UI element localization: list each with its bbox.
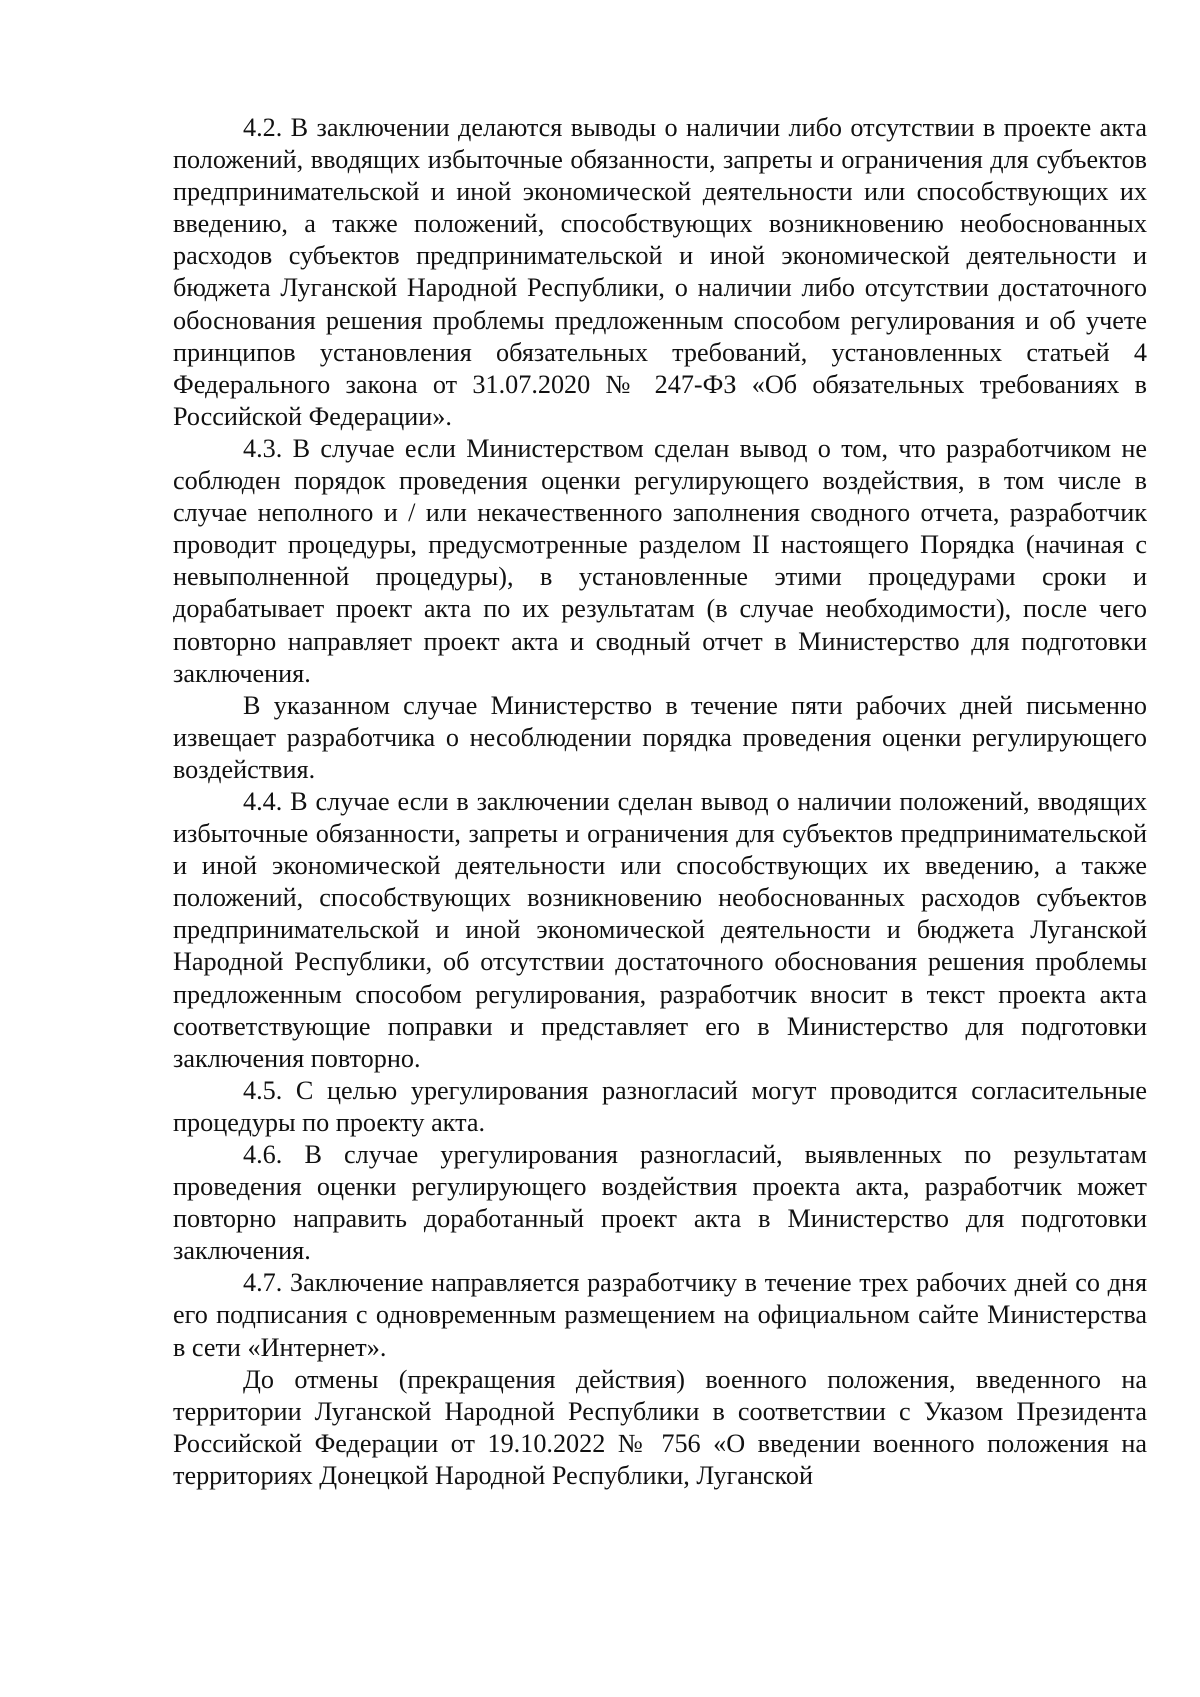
paragraph-4-2: 4.2. В заключении делаются выводы о наличии либо отсутствии в проекте акта положений, вводящих избыточные обязанности, запреты и ограничения для субъектов предпринимательской и иной экономической деятельности или способствующих их введению, а также положений, способствующих возникновению необоснованных расходов субъектов предпринимательской и иной экономической деятельности и бюджета Луганской Народной Республики, о наличии либо отсутствии достаточного обоснования решения проблемы предложенным способом регулирования и об учете принципов установления обязательных требований, установленных статьей 4 Федерального закона от 31.07.2020 № 247-ФЗ «Об обязательных требованиях в Российской Федерации». <box>173 113 1147 431</box>
paragraph-martial-law: До отмены (прекращения действия) военного положения, введенного на территории Луганской Народной Республики в соответствии с Указом Президента Российской Федерации от 19.10.2022 № 756 «О введении военного положения на территориях Донецкой Народной Республики, Луганской <box>173 1364 1147 1490</box>
paragraph-4-7: 4.7. Заключение направляется разработчику в течение трех рабочих дней со дня его подписания с одновременным размещением на официальном сайте Министерства в сети «Интернет». <box>173 1268 1147 1362</box>
paragraph-4-6: 4.6. В случае урегулирования разногласий, выявленных по результатам проведения оценки регулирующего воздействия проекта акта, разработчик может повторно направить доработанный проект акта в Министерство для подготовки заключения. <box>173 1140 1147 1266</box>
paragraph-4-3: 4.3. В случае если Министерством сделан вывод о том, что разработчиком не соблюден порядок проведения оценки регулирующего воздействия, в том числе в случае неполного и / или некачественного заполнения сводного отчета, разработчик проводит процедуры, предусмотренные разделом II настоящего Порядка (начиная с невыполненной процедуры), в установленные этими процедурами сроки и дорабатывает проект акта по их результатам (в случае необходимости), после чего повторно направляет проект акта и сводный отчет в Министерство для подготовки заключения. <box>173 433 1147 688</box>
paragraph-4-4: 4.4. В случае если в заключении сделан вывод о наличии положений, вводящих избыточные обязанности, запреты и ограничения для субъектов предпринимательской и иной экономической деятельности или способствующих их введению, а также положений, способствующих возникновению необоснованных расходов субъектов предпринимательской и иной экономической деятельности и бюджета Луганской Народной Республики, об отсутствии достаточного обоснования решения проблемы предложенным способом регулирования, разработчик вносит в текст проекта акта соответствующие поправки и представляет его в Министерство для подготовки заключения повторно. <box>173 786 1147 1073</box>
paragraph-4-5: 4.5. С целью урегулирования разногласий могут проводится согласительные процедуры по проекту акта. <box>173 1075 1147 1137</box>
document-page <box>173 112 1147 1492</box>
paragraph-4-3-note: В указанном случае Министерство в течение пяти рабочих дней письменно извещает разработчика о несоблюдении порядка проведения оценки регулирующего воздействия. <box>173 690 1147 784</box>
